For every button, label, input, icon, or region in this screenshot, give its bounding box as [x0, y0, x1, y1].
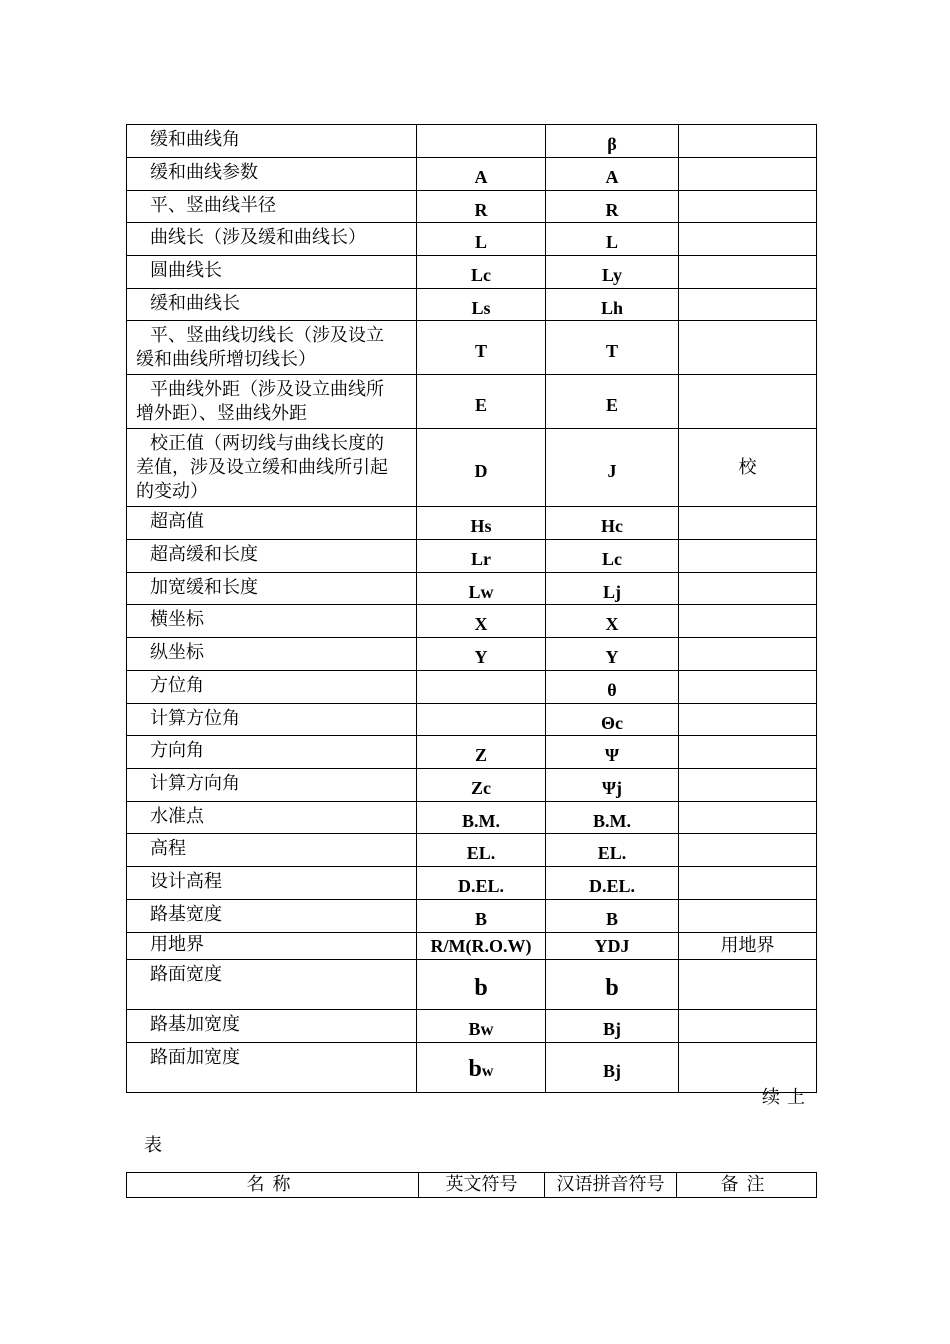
row-en-symbol: R: [417, 191, 546, 223]
table-row: [127, 802, 817, 834]
row-note: [679, 289, 817, 321]
row-py-symbol: Lh: [546, 289, 679, 321]
row-name: 路基宽度: [127, 900, 417, 933]
row-en-symbol: E: [417, 375, 546, 429]
row-note: [679, 1010, 817, 1043]
row-py-symbol: Y: [546, 638, 679, 671]
header-en: 英文符号: [419, 1173, 545, 1198]
table-row: [127, 960, 817, 1010]
row-name: 平、竖曲线半径: [127, 191, 417, 223]
row-name: 计算方位角: [127, 704, 417, 736]
row-note: [679, 704, 817, 736]
row-note: [679, 769, 817, 802]
row-note: [679, 802, 817, 834]
table-row: [127, 321, 817, 375]
header-row: [127, 1173, 817, 1198]
row-en-symbol: Bw: [417, 1010, 546, 1043]
row-name: 平曲线外距（涉及设立曲线所 增外距）、竖曲线外距: [127, 375, 417, 429]
row-name: 平、竖曲线切线长（涉及设立 缓和曲线所增切线长）: [127, 321, 417, 375]
row-note: 用地界: [679, 933, 817, 960]
table-row: [127, 671, 817, 704]
row-py-symbol: X: [546, 605, 679, 638]
row-py-symbol: D.EL.: [546, 867, 679, 900]
row-py-symbol: β: [546, 125, 679, 158]
row-note: 校: [679, 429, 817, 507]
row-name: 曲线长（涉及缓和曲线长）: [127, 223, 417, 256]
row-name: 超高缓和长度: [127, 540, 417, 573]
row-py-symbol: Bj: [546, 1043, 679, 1093]
row-py-symbol: B: [546, 900, 679, 933]
row-note: [679, 158, 817, 191]
row-py-symbol: Θc: [546, 704, 679, 736]
row-py-symbol: YDJ: [546, 933, 679, 960]
row-en-symbol: A: [417, 158, 546, 191]
row-en-symbol: Lr: [417, 540, 546, 573]
symbol-table: [126, 124, 817, 1093]
row-en-symbol: T: [417, 321, 546, 375]
row-en-symbol: [417, 671, 546, 704]
table-row: [127, 540, 817, 573]
row-en-symbol: B.M.: [417, 802, 546, 834]
row-py-symbol: A: [546, 158, 679, 191]
row-name: 缓和曲线长: [127, 289, 417, 321]
row-py-symbol: b: [546, 960, 679, 1010]
row-en-symbol: Z: [417, 736, 546, 769]
table-row: [127, 573, 817, 605]
row-name: 水准点: [127, 802, 417, 834]
row-name: 计算方向角: [127, 769, 417, 802]
row-note: [679, 573, 817, 605]
header-note: 备注: [677, 1173, 817, 1198]
row-name: 路面宽度: [127, 960, 417, 1010]
row-en-symbol: Zc: [417, 769, 546, 802]
row-en-symbol: X: [417, 605, 546, 638]
row-note: [679, 125, 817, 158]
row-en-symbol: Ls: [417, 289, 546, 321]
table-row: [127, 125, 817, 158]
row-py-symbol: Lc: [546, 540, 679, 573]
table-row: [127, 375, 817, 429]
table-row: [127, 158, 817, 191]
row-note: [679, 223, 817, 256]
row-name: 高程: [127, 834, 417, 867]
continuation-label-tail: 表: [144, 1135, 162, 1156]
row-note: [679, 540, 817, 573]
row-note: [679, 507, 817, 540]
table-row: [127, 933, 817, 960]
header-name: 名称: [127, 1173, 419, 1198]
row-note: [679, 834, 817, 867]
row-name: 加宽缓和长度: [127, 573, 417, 605]
table-row: [127, 736, 817, 769]
table-row: [127, 1010, 817, 1043]
row-name: 缓和曲线参数: [127, 158, 417, 191]
table-row: [127, 1043, 817, 1093]
table-row: [127, 256, 817, 289]
row-name: 横坐标: [127, 605, 417, 638]
row-en-symbol: bw: [417, 1043, 546, 1093]
row-note: [679, 671, 817, 704]
header-py: 汉语拼音符号: [545, 1173, 677, 1198]
row-en-symbol: Lw: [417, 573, 546, 605]
row-note: [679, 638, 817, 671]
row-note: [679, 256, 817, 289]
row-py-symbol: Ψj: [546, 769, 679, 802]
row-note: [679, 321, 817, 375]
table-row: [127, 834, 817, 867]
row-name: 方向角: [127, 736, 417, 769]
row-note: [679, 960, 817, 1010]
row-name: 圆曲线长: [127, 256, 417, 289]
row-py-symbol: R: [546, 191, 679, 223]
table-row: [127, 638, 817, 671]
row-py-symbol: Hc: [546, 507, 679, 540]
row-en-symbol: Hs: [417, 507, 546, 540]
row-py-symbol: Lj: [546, 573, 679, 605]
row-py-symbol: Ψ: [546, 736, 679, 769]
row-py-symbol: J: [546, 429, 679, 507]
row-name: 设计高程: [127, 867, 417, 900]
row-name: 路面加宽度: [127, 1043, 417, 1093]
row-py-symbol: EL.: [546, 834, 679, 867]
table-row: [127, 605, 817, 638]
row-py-symbol: Bj: [546, 1010, 679, 1043]
row-en-symbol: D.EL.: [417, 867, 546, 900]
row-name: 路基加宽度: [127, 1010, 417, 1043]
row-py-symbol: θ: [546, 671, 679, 704]
row-note: [679, 900, 817, 933]
table-row: [127, 223, 817, 256]
table-row: [127, 704, 817, 736]
row-en-symbol: [417, 704, 546, 736]
row-py-symbol: Ly: [546, 256, 679, 289]
row-en-symbol: Lc: [417, 256, 546, 289]
row-note: [679, 867, 817, 900]
row-en-symbol: B: [417, 900, 546, 933]
row-name: 纵坐标: [127, 638, 417, 671]
table-row: [127, 289, 817, 321]
continuation-label: 续上: [762, 1087, 812, 1108]
row-note: [679, 736, 817, 769]
row-name: 用地界: [127, 933, 417, 960]
row-note: [679, 605, 817, 638]
row-name: 缓和曲线角: [127, 125, 417, 158]
table-row: [127, 867, 817, 900]
row-note: [679, 375, 817, 429]
row-en-symbol: R/M(R.O.W): [417, 933, 546, 960]
table-row: [127, 507, 817, 540]
row-en-symbol: EL.: [417, 834, 546, 867]
row-en-symbol: D: [417, 429, 546, 507]
row-en-symbol: L: [417, 223, 546, 256]
row-py-symbol: T: [546, 321, 679, 375]
row-py-symbol: B.M.: [546, 802, 679, 834]
row-name: 校正值（两切线与曲线长度的 差值，涉及设立缓和曲线所引起 的变动）: [127, 429, 417, 507]
table-row: [127, 429, 817, 507]
row-name: 超高值: [127, 507, 417, 540]
row-py-symbol: E: [546, 375, 679, 429]
row-py-symbol: L: [546, 223, 679, 256]
table-row: [127, 191, 817, 223]
header-table: [126, 1172, 817, 1198]
row-en-symbol: b: [417, 960, 546, 1010]
row-name: 方位角: [127, 671, 417, 704]
row-en-symbol: Y: [417, 638, 546, 671]
table-row: [127, 900, 817, 933]
row-note: [679, 191, 817, 223]
table-row: [127, 769, 817, 802]
row-en-symbol: [417, 125, 546, 158]
